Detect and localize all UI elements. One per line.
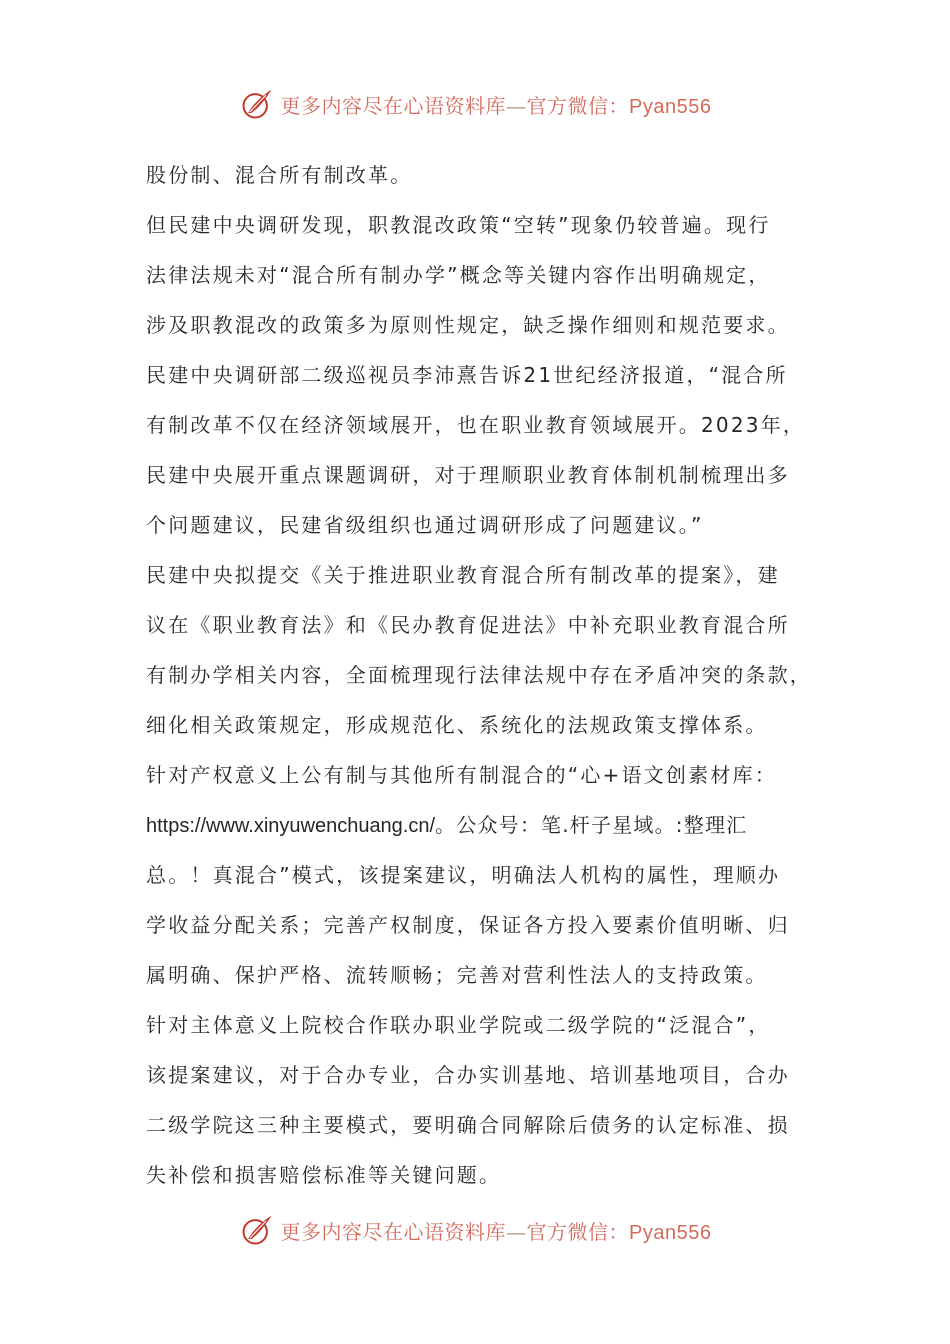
article-line: 议在《职业教育法》和《民办教育促进法》中补充职业教育混合所 (146, 613, 790, 637)
banner-main-text: 更多内容尽在心语资料库 (280, 93, 507, 118)
banner-wechat-id: Pyan556 (629, 1221, 712, 1244)
article-line: 个问题建议，民建省级组织也通过调研形成了问题建议。” (146, 513, 704, 537)
article-body (146, 150, 826, 1200)
banner-text (281, 1216, 712, 1245)
banner-text (281, 90, 712, 119)
banner-wechat-label: 官方微信： (526, 93, 630, 118)
article-line: 二级学院这三种主要模式，要明确合同解除后债务的认定标准、损 (146, 1113, 790, 1137)
article-line: 该提案建议，对于合办专业，合办实训基地、培训基地项目，合办 (146, 1063, 790, 1087)
article-line: 民建中央调研部二级巡视员李沛熹告诉21世纪经济报道，“混合所 (146, 363, 788, 387)
article-line-with-link (146, 800, 826, 850)
article-line: 民建中央拟提交《关于推进职业教育混合所有制改革的提案》，建 (146, 563, 780, 587)
article-line: 民建中央展开重点课题调研，对于理顺职业教育体制机制梳理出多 (146, 463, 790, 487)
source-link[interactable]: https://www.xinyuwenchuang.cn/ (146, 815, 436, 837)
banner-dash: — (506, 93, 527, 118)
article-line: 法律法规未对“混合所有制办学”概念等关键内容作出明确规定， (146, 263, 771, 287)
article-line: 有制办学相关内容，全面梳理现行法律法规中存在矛盾冲突的条款， (146, 663, 812, 687)
banner-dash: — (506, 1219, 527, 1244)
article-line: 涉及职教混改的政策多为原则性规定，缺乏操作细则和规范要求。 (146, 313, 790, 337)
article-line: 股份制、混合所有制改革。 (146, 163, 413, 187)
article-line: 学收益分配关系；完善产权制度，保证各方投入要素价值明晰、归 (146, 913, 790, 937)
article-line: 总。！真混合”模式，该提案建议，明确法人机构的属性，理顺办 (146, 863, 781, 887)
banner-wechat-id: Pyan556 (629, 95, 712, 118)
article-line-rest: 。公众号：笔.杆子星域。:整理汇 (435, 813, 748, 837)
article-line: 有制改革不仅在经济领域展开，也在职业教育领域展开。2023年， (146, 413, 806, 437)
quill-pen-logo-icon (239, 86, 275, 122)
article-line: 细化相关政策规定，形成规范化、系统化的法规政策支撑体系。 (146, 713, 768, 737)
article-line: 针对产权意义上公有制与其他所有制混合的“心+语文创素材库： (146, 763, 777, 787)
article-line: 失补偿和损害赔偿标准等关键问题。 (146, 1163, 502, 1187)
quill-pen-logo-icon (239, 1212, 275, 1248)
article-line: 属明确、保护严格、流转顺畅；完善对营利性法人的支持政策。 (146, 963, 768, 987)
banner-wechat-label: 官方微信： (526, 1219, 630, 1244)
header-banner (0, 84, 950, 124)
banner-main-text: 更多内容尽在心语资料库 (280, 1219, 507, 1244)
article-line: 针对主体意义上院校合作联办职业学院或二级学院的“泛混合”， (146, 1013, 771, 1037)
footer-banner (0, 1210, 950, 1250)
article-line: 但民建中央调研发现，职教混改政策“空转”现象仍较普遍。现行 (146, 213, 771, 237)
